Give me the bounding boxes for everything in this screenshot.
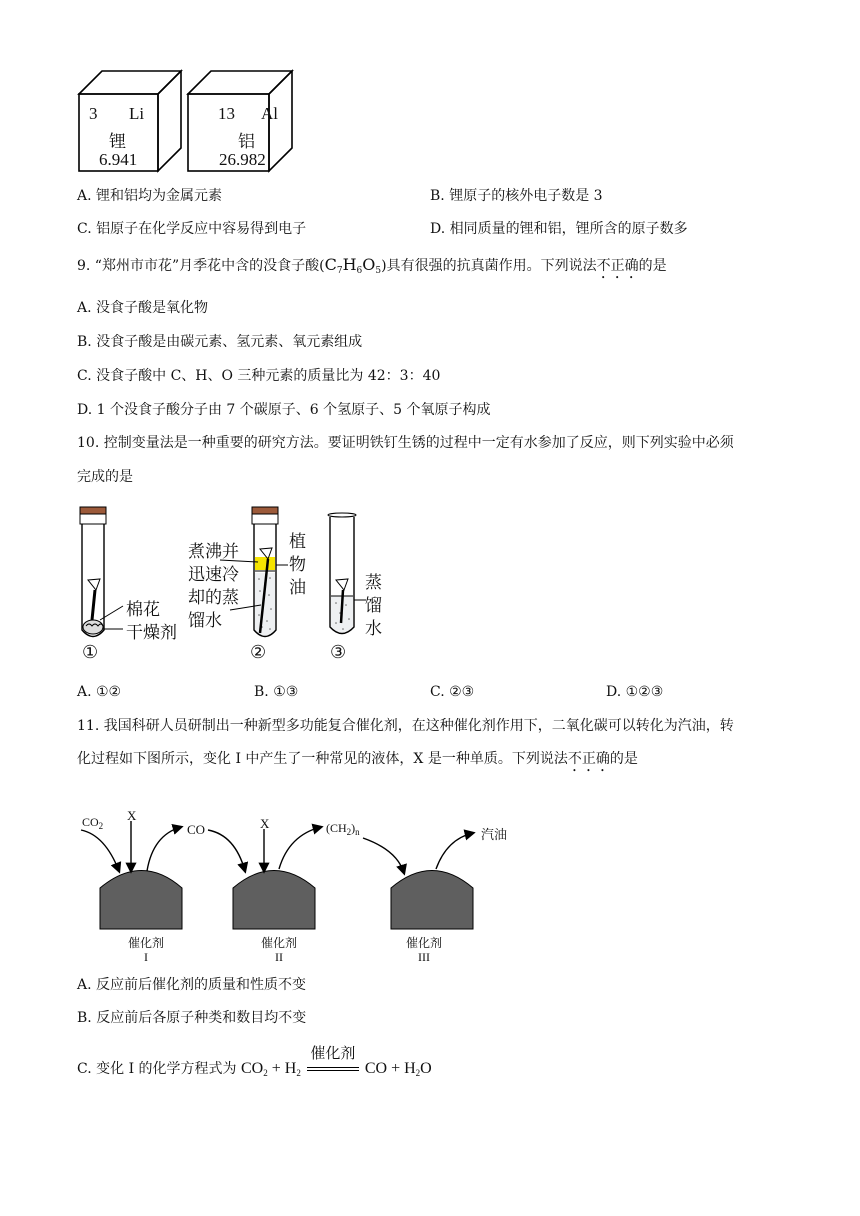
q10-option-a: A. ①②: [77, 684, 122, 700]
gallic-acid-formula: $C_7H_6O_5$: [324, 255, 382, 276]
li-symbol: Li: [129, 104, 145, 123]
q9-stem-after: )具有很强的抗真菌作用。下列说法: [381, 258, 597, 274]
q8-option-b: B. 锂原子的核外电子数是 3: [430, 188, 603, 204]
tube1-number: ①: [82, 642, 99, 663]
q10-option-c: C. ②③: [430, 684, 475, 700]
tube3-label-1: 蒸: [365, 573, 382, 593]
tube2-right-label-3: 油: [289, 578, 306, 598]
x-label-2: X: [260, 816, 270, 831]
tube-1: [80, 507, 123, 637]
q11-option-b: B. 反应前后各原子种类和数目均不变: [77, 1010, 307, 1026]
q11-stem-line2: 化过程如下图所示，变化 I 中产生了一种常见的液体，X 是一种单质。下列说法不正确的是: [77, 751, 638, 767]
al-symbol: Al: [261, 104, 278, 123]
catalyst-1-label: 催化剂: [127, 936, 164, 950]
q9-stem-before: 9. “郑州市市花”月季花中含的没食子酸(: [77, 258, 325, 274]
al-atomic-mass: 26.982: [219, 150, 266, 169]
gasoline-label: 汽油: [481, 828, 508, 843]
equation: $CO_2 + H_2$ 催化剂 CO + $H_2O$: [241, 1060, 432, 1077]
tube-3: [328, 513, 366, 634]
catalyst-1-roman: I: [144, 950, 148, 964]
catalyst-3-label: 催化剂: [405, 936, 442, 950]
al-name: 铝: [238, 132, 255, 151]
q11-option-c-prefix: C. 变化 I 的化学方程式为: [77, 1061, 237, 1077]
q10-option-d: D. ①②③: [606, 684, 664, 700]
q10-stem-line2: 完成的是: [77, 469, 133, 485]
tube1-label-desiccant: 干燥剂: [126, 623, 177, 643]
q9-option-d: D. 1 个没食子酸分子由 7 个碳原子、6 个氢原子、5 个氧原子构成: [77, 402, 491, 418]
equation-condition: 催化剂: [310, 1044, 356, 1063]
catalyst-2-roman: II: [275, 950, 283, 964]
test-tubes-drawing: [70, 505, 410, 670]
q11-emphasis: 不正确: [567, 751, 610, 767]
q9-option-a: A. 没食子酸是氧化物: [77, 300, 209, 316]
q9-option-c: C. 没食子酸中 C、H、O 三种元素的质量比为 42：3：40: [77, 368, 441, 384]
q9-stem: [77, 255, 667, 282]
co2-label: $CO_2$: [82, 815, 104, 831]
equation-arrow: [307, 1044, 359, 1079]
tube2-left-label-4: 馏水: [188, 611, 222, 631]
catalyst-process-drawing: [75, 805, 525, 940]
q11-stem-line1: 11. 我国科研人员研制出一种新型多功能复合催化剂，在这种催化剂作用下，二氧化碳可以转化为汽油，转: [77, 718, 734, 734]
tube3-number: ③: [330, 642, 347, 663]
tube3-label-2: 馏: [365, 596, 382, 616]
tube3-label-3: 水: [365, 619, 382, 639]
tube2-left-label-3: 却的蒸: [188, 588, 239, 608]
q11-option-c: [77, 1044, 432, 1085]
q10-stem-line1: 10. 控制变量法是一种重要的研究方法。要证明铁钉生锈的过程中一定有水参加了反应，则下列实验中必须: [77, 435, 734, 451]
catalyst-3-roman: III: [418, 950, 430, 964]
li-atomic-number: 3: [89, 104, 98, 123]
q8-option-a: A. 锂和铝均为金属元素: [77, 188, 223, 204]
li-name: 锂: [109, 132, 126, 151]
li-atomic-mass: 6.941: [99, 150, 138, 169]
ch2n-label: $(CH_2)_n$: [326, 821, 360, 837]
x-label-1: X: [127, 808, 137, 823]
q11-option-a: A. 反应前后催化剂的质量和性质不变: [77, 977, 307, 993]
tube2-left-label-2: 迅速冷: [188, 565, 239, 585]
catalyst-2-label: 催化剂: [260, 936, 297, 950]
tube2-right-label-2: 物: [289, 555, 306, 575]
al-atomic-number: 13: [218, 104, 235, 123]
q8-option-c: C. 铝原子在化学反应中容易得到电子: [77, 221, 307, 237]
tube2-number: ②: [250, 642, 267, 663]
q9-option-b: B. 没食子酸是由碳元素、氢元素、氧元素组成: [77, 334, 363, 350]
co-label: CO: [187, 822, 206, 837]
tube1-label-cotton: 棉花: [126, 600, 160, 620]
tube2-right-label-1: 植: [289, 532, 306, 552]
q10-option-b: B. ①③: [254, 684, 299, 700]
q8-option-d: D. 相同质量的锂和铝，锂所含的原子数多: [430, 221, 688, 237]
q9-emphasis: 不正确: [596, 258, 639, 274]
q9-stem-end: 的是: [638, 258, 667, 274]
tube2-left-label-1: 煮沸并: [188, 542, 239, 562]
